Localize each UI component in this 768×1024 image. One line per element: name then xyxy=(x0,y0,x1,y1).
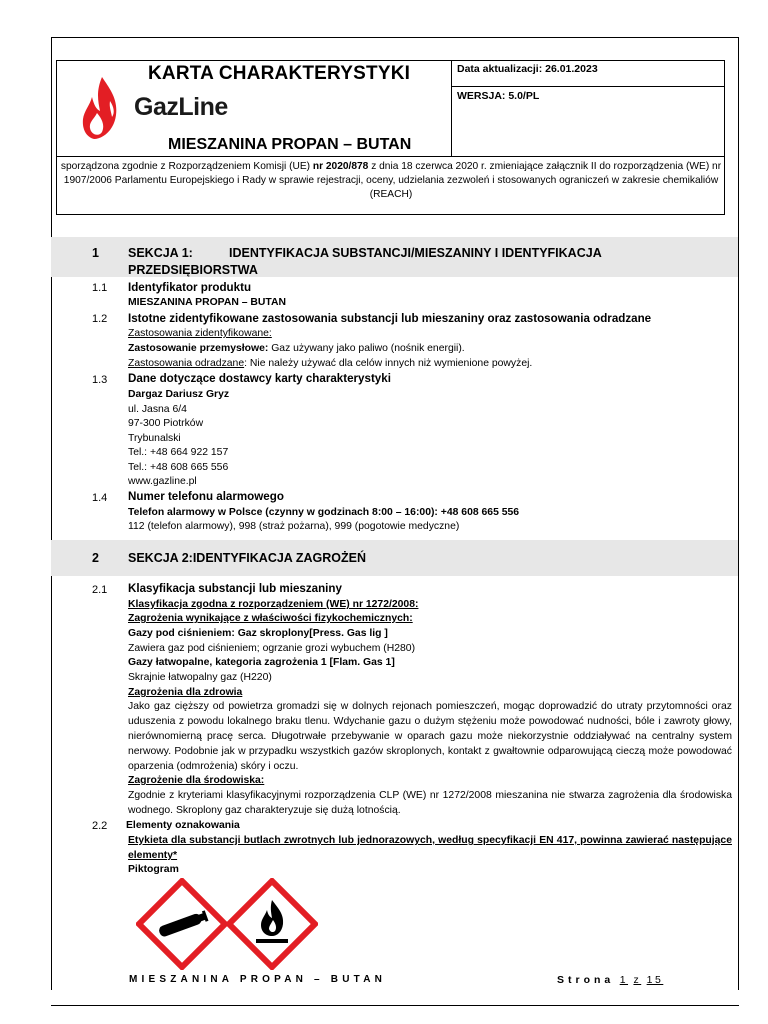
flame-pictogram-icon xyxy=(226,878,318,970)
emergency-numbers-line: 112 (telefon alarmowy), 998 (straż pożarna), 999 (pogotowie medyczne) xyxy=(128,521,460,532)
subsection-2-1-title: Klasyfikacja substancji lub mieszaniny xyxy=(128,582,342,595)
industrial-use-label: Zastosowanie przemysłowe: xyxy=(128,343,269,354)
industrial-use-text: Gaz używany jako paliwo (nośnik energii). xyxy=(268,343,465,354)
header-divider-meta xyxy=(451,86,725,87)
flame-logo-icon xyxy=(80,75,120,141)
supplier-line: Tel.: +48 608 665 556 xyxy=(128,462,229,473)
identified-uses-label: Zastosowania zidentyfikowane: xyxy=(128,328,272,339)
footer-page-word: Strona xyxy=(557,974,615,986)
subsection-1-2-number: 1.2 xyxy=(92,313,108,325)
brand-logo-text: GazLine xyxy=(134,93,228,121)
page-left-border xyxy=(51,37,52,990)
gas-under-pressure: Gazy pod ciśnieniem: Gaz skroplony[Press. Gas lig ] xyxy=(128,628,388,639)
footer-product-name: MIESZANINA PROPAN – BUTAN xyxy=(129,974,387,985)
subsection-1-4-title: Numer telefonu alarmowego xyxy=(128,490,284,503)
intro-part-c: z dnia 18 czerwca 2020 r. zmieniające załącznik II do rozporządzenia (WE) nr 1907/2006 Parlamentu Europejskiego i Rady w sprawie rejestracji, oceny, udzielania zezwoleń i stosowanych ograniczeń w zakresie chemikaliów (REACH) xyxy=(63,161,722,200)
supplier-website-link[interactable]: www.gazline.pl xyxy=(128,476,197,487)
intro-part-a: sporządzona zgodnie z Rozporządzeniem Komisji (UE) xyxy=(60,161,313,172)
subsection-1-1-number: 1.1 xyxy=(92,282,108,294)
update-date: Data aktualizacji: 26.01.2023 xyxy=(457,63,598,75)
industrial-use-line xyxy=(128,341,465,356)
health-hazards-heading: Zagrożenia dla zdrowia xyxy=(128,687,243,698)
section1-label: SEKCJA 1: xyxy=(128,246,193,260)
regulation-intro xyxy=(58,160,724,202)
advised-against-label: Zastosowania odradzane xyxy=(128,358,245,369)
intro-part-b: nr 2020/878 xyxy=(312,161,369,172)
physchem-hazards-heading: Zagrożenia wynikające z właściwości fizykochemicznych: xyxy=(128,613,413,624)
section1-title-line2: PRZEDSIĘBIORSTWA xyxy=(128,263,258,277)
h280-statement: Zawiera gaz pod ciśnieniem; ogrzanie grozi wybuchem (H280) xyxy=(128,643,416,654)
version: WERSJA: 5.0/PL xyxy=(457,90,540,102)
classification-regulation: Klasyfikacja zgodna z rozporządzeniem (WE) nr 1272/2008: xyxy=(128,599,419,610)
page-bottom-border xyxy=(51,1005,739,1006)
subsection-1-3-title: Dane dotyczące dostawcy karty charakterystyki xyxy=(128,372,391,385)
document-title: KARTA CHARAKTERYSTYKI xyxy=(148,63,411,84)
emergency-phone-line: Telefon alarmowy w Polsce (czynny w godzinach 8:00 – 16:00): +48 608 665 556 xyxy=(128,507,520,518)
pictogram-label: Piktogram xyxy=(128,864,179,875)
environment-hazard-heading: Zagrożenie dla środowiska: xyxy=(128,775,265,786)
page-right-border xyxy=(738,37,739,990)
header-divider-h xyxy=(56,156,725,157)
subsection-2-1-number: 2.1 xyxy=(92,584,108,596)
supplier-line: Trybunalski xyxy=(128,433,181,444)
footer-page-of: z xyxy=(633,974,642,986)
health-hazards-text: Jako gaz cięższy od powietrza gromadzi się w dolnych rejonach pomieszczeń, mogąc doprowadzić do utraty przytomności oraz uduszenia z powodu lokalnego braku tlenu. Wdychanie gazu o dużym stężeniu może powodować nudności, bóle i zawroty głowy, nierównomierną pracę serca. Długotrwałe przebywanie w oparach gazu może niekorzystnie oddziaływać na centralny system nerwowy. Podobnie jak w przypadku wszystkich gazów skroplonych, kontakt z gwałtownie odparowującą cieczą może powodować oparzenia (odmrożenia) skóry i oczu. xyxy=(128,701,732,772)
product-name-header: MIESZANINA PROPAN – BUTAN xyxy=(168,136,412,153)
subsection-2-2-title: Elementy oznakowania xyxy=(126,820,240,831)
section2-number: 2 xyxy=(92,551,99,565)
section1-title-line1: IDENTYFIKACJA SUBSTANCJI/MIESZANINY I IDENTYFIKACJA xyxy=(229,246,602,260)
subsection-1-4-number: 1.4 xyxy=(92,492,108,504)
footer-page-number: 1 xyxy=(619,974,629,986)
footer-page-total: 15 xyxy=(646,974,664,986)
subsection-2-2-number: 2.2 xyxy=(92,820,108,832)
label-requirements: Etykieta dla substancji butlach zwrotnych lub jednorazowych, według specyfikacji EN 417, powinna zawierać następujące elementy* xyxy=(128,835,732,861)
advised-against-line xyxy=(128,356,532,371)
h220-statement: Skrajnie łatwopalny gaz (H220) xyxy=(128,672,272,683)
supplier-line: Tel.: +48 664 922 157 xyxy=(128,447,229,458)
supplier-company: Dargaz Dariusz Gryz xyxy=(128,389,230,400)
footer-page-indicator xyxy=(557,974,663,986)
subsection-1-2-title: Istotne zidentyfikowane zastosowania substancji lub mieszaniny oraz zastosowania odradzane xyxy=(128,312,652,325)
flammable-gas-category: Gazy łatwopalne, kategoria zagrożenia 1 [Flam. Gas 1] xyxy=(128,657,395,668)
advised-against-text: : Nie należy używać dla celów innych niż wymienione powyżej. xyxy=(244,358,533,369)
subsection-1-3-number: 1.3 xyxy=(92,374,108,386)
gas-cylinder-pictogram-icon xyxy=(136,878,228,970)
header-divider-v xyxy=(451,60,452,157)
supplier-line: ul. Jasna 6/4 xyxy=(128,404,187,415)
subsection-1-1-title: Identyfikator produktu xyxy=(128,281,252,294)
supplier-line: 97-300 Piotrków xyxy=(128,418,204,429)
product-identifier: MIESZANINA PROPAN – BUTAN xyxy=(128,297,286,308)
environment-hazard-text: Zgodnie z kryteriami klasyfikacyjnymi rozporządzenia CLP (WE) nr 1272/2008 mieszanina nie stwarza zagrożenia dla środowiska wodnego. Skroplony gaz charakteryzuje się dużą lotnością. xyxy=(128,790,732,816)
section2-title: SEKCJA 2:IDENTYFIKACJA ZAGROŻEŃ xyxy=(128,551,366,565)
section1-number: 1 xyxy=(92,246,99,260)
page-top-border xyxy=(51,37,739,38)
